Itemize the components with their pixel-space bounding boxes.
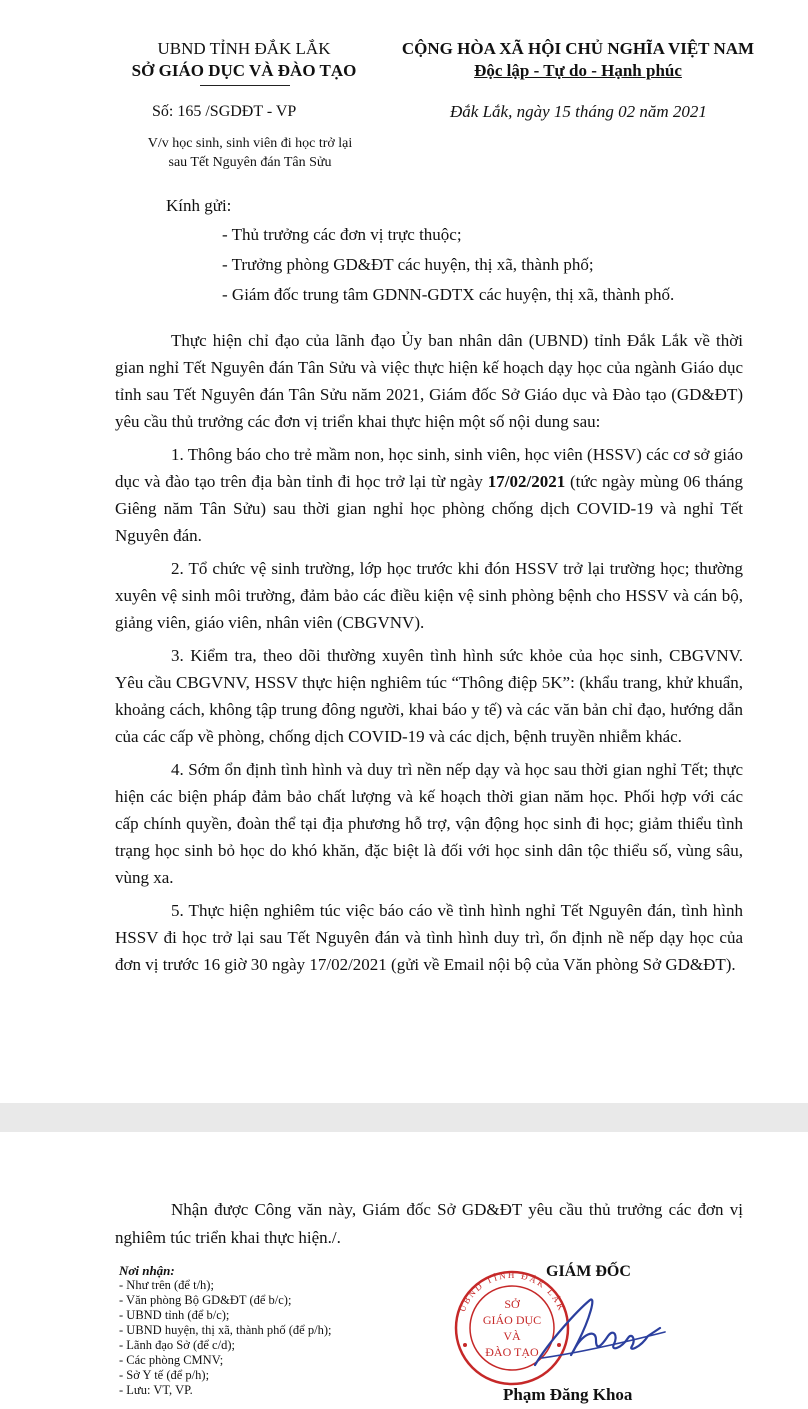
place-and-date: Đắk Lắk, ngày 15 tháng 02 năm 2021	[450, 102, 707, 121]
subject-line-1: V/v học sinh, sinh viên đi học trở lại	[147, 136, 353, 151]
closing-text	[115, 1196, 743, 1252]
recipient-item: - Thủ trưởng các đơn vị trực thuộc;	[222, 225, 462, 244]
org-line-2: SỞ GIÁO DỤC VÀ ĐÀO TẠO	[131, 61, 357, 80]
motto-line: Độc lập - Tự do - Hạnh phúc	[474, 61, 682, 80]
subject	[100, 134, 400, 172]
distribution-list	[119, 1263, 449, 1398]
distribution-item: - Các phòng CMNV;	[119, 1353, 224, 1367]
org-underline	[200, 85, 290, 86]
closing-paragraph: Nhận được Công văn này, Giám đốc Sở GD&ĐT yêu cầu thủ trưởng các đơn vị nghiêm túc triển khai thực hiện./.	[115, 1200, 743, 1247]
distribution-item: - UBND tỉnh (để b/c);	[119, 1308, 230, 1322]
item-4-paragraph: 4. Sớm ổn định tình hình và duy trì nền nếp dạy và học sau thời gian nghỉ Tết; thực hiện các biện pháp đảm bảo chất lượng và kế hoạch thời gian năm học. Phối hợp với các cấp chính quyền, đoàn thể tại địa phương hỗ trợ, vận động học sinh đi học; giảm thiểu tình trạng học sinh bỏ học do khó khăn, đặc biệt là đối với học sinh dân tộc thiểu số, vùng sâu, vùng xa.	[115, 760, 743, 887]
signer-title: GIÁM ĐỐC	[546, 1263, 631, 1280]
seal-line-2: GIÁO DỤC	[482, 1313, 542, 1327]
recipient-item: - Giám đốc trung tâm GDNN-GDTX các huyện, thị xã, thành phố.	[222, 285, 675, 304]
item-1-text-a: 1. Thông báo cho trẻ mầm non, học sinh, sinh viên, học viên (HSSV) các cơ sở giáo dục và đào tạo trên địa bàn tỉnh đi học trở lại từ ngày	[115, 445, 743, 491]
national-heading	[392, 38, 764, 82]
seal-line-3: VÀ	[503, 1329, 521, 1343]
seal-line-4: ĐÀO TẠO	[485, 1345, 539, 1359]
official-seal-icon	[450, 1270, 680, 1388]
distribution-item: - Lãnh đạo Sở (để c/d);	[119, 1338, 235, 1352]
recipient-item: - Trưởng phòng GD&ĐT các huyện, thị xã, thành phố;	[222, 255, 594, 274]
distribution-title: Nơi nhận:	[119, 1263, 175, 1278]
greeting: Kính gửi:	[166, 196, 232, 215]
distribution-item: - Như trên (để t/h);	[119, 1278, 214, 1292]
nation-line-1: CỘNG HÒA XÃ HỘI CHỦ NGHĨA VIỆT NAM	[401, 39, 755, 58]
document-page-2	[0, 1132, 808, 1409]
subject-line-2: sau Tết Nguyên đán Tân Sửu	[168, 155, 332, 170]
item-1-date: 17/02/2021	[487, 472, 566, 491]
item-3-paragraph: 3. Kiểm tra, theo dõi thường xuyên tình hình sức khỏe của học sinh, CBGVNV. Yêu cầu CBGVNV, HSSV thực hiện nghiêm túc “Thông điệp 5K”: (khẩu trang, khử khuẩn, khoảng cách, không tập trung đông người, khai báo y tế) và các văn bản chỉ đạo, hướng dẫn của các cấp về phòng, chống dịch COVID-19 và các dịch, bệnh truyền nhiễm khác.	[115, 646, 743, 746]
item-1-paragraph	[115, 441, 743, 549]
issuing-authority	[88, 38, 400, 82]
seal-line-1: SỞ	[504, 1297, 520, 1311]
seal-ring-text: UBND TỈNH ĐẮK LẮK	[456, 1270, 568, 1314]
seal-stamp	[456, 1270, 568, 1384]
distribution-item: - Sở Y tế (để p/h);	[119, 1368, 210, 1382]
item-2-paragraph: 2. Tổ chức vệ sinh trường, lớp học trước khi đón HSSV trở lại trường học; thường xuyên vệ sinh môi trường, đảm bảo các điều kiện vệ sinh phòng bệnh cho HSSV và cán bộ, giảng viên, giáo viên, nhân viên (CBGVNV).	[115, 559, 743, 632]
document-body	[115, 327, 743, 978]
item-1-text-b: (tức ngày mùng 06 tháng Giêng năm Tân Sửu) sau thời gian nghỉ học phòng chống dịch COVID-19 và nghỉ Tết Nguyên đán.	[115, 472, 743, 545]
document-number: Số: 165 /SGDĐT - VP	[152, 103, 297, 120]
distribution-item: - Văn phòng Bộ GD&ĐT (để b/c);	[119, 1293, 292, 1307]
signer-name: Phạm Đăng Khoa	[503, 1385, 633, 1404]
intro-paragraph: Thực hiện chỉ đạo của lãnh đạo Ủy ban nhân dân (UBND) tỉnh Đắk Lắk về thời gian nghỉ Tết Nguyên đán Tân Sửu và việc thực hiện kế hoạch dạy học của ngành Giáo dục tỉnh sau Tết Nguyên đán Tân Sửu năm 2021, Giám đốc Sở Giáo dục và Đào tạo (GD&ĐT) yêu cầu thủ trưởng các đơn vị triển khai thực hiện một số nội dung sau:	[115, 331, 743, 431]
distribution-item: - UBND huyện, thị xã, thành phố (để p/h);	[119, 1323, 332, 1337]
item-5-paragraph: 5. Thực hiện nghiêm túc việc báo cáo về tình hình nghỉ Tết Nguyên đán, tình hình HSSV đi học trở lại sau Tết Nguyên đán và tình hình duy trì, ổn định nề nếp dạy học của đơn vị trước 16 giờ 30 ngày 17/02/2021 (gửi về Email nội bộ của Văn phòng Sở GD&ĐT).	[115, 901, 743, 974]
distribution-item: - Lưu: VT, VP.	[119, 1383, 193, 1397]
org-line-1: UBND TỈNH ĐẮK LẮK	[157, 39, 331, 58]
